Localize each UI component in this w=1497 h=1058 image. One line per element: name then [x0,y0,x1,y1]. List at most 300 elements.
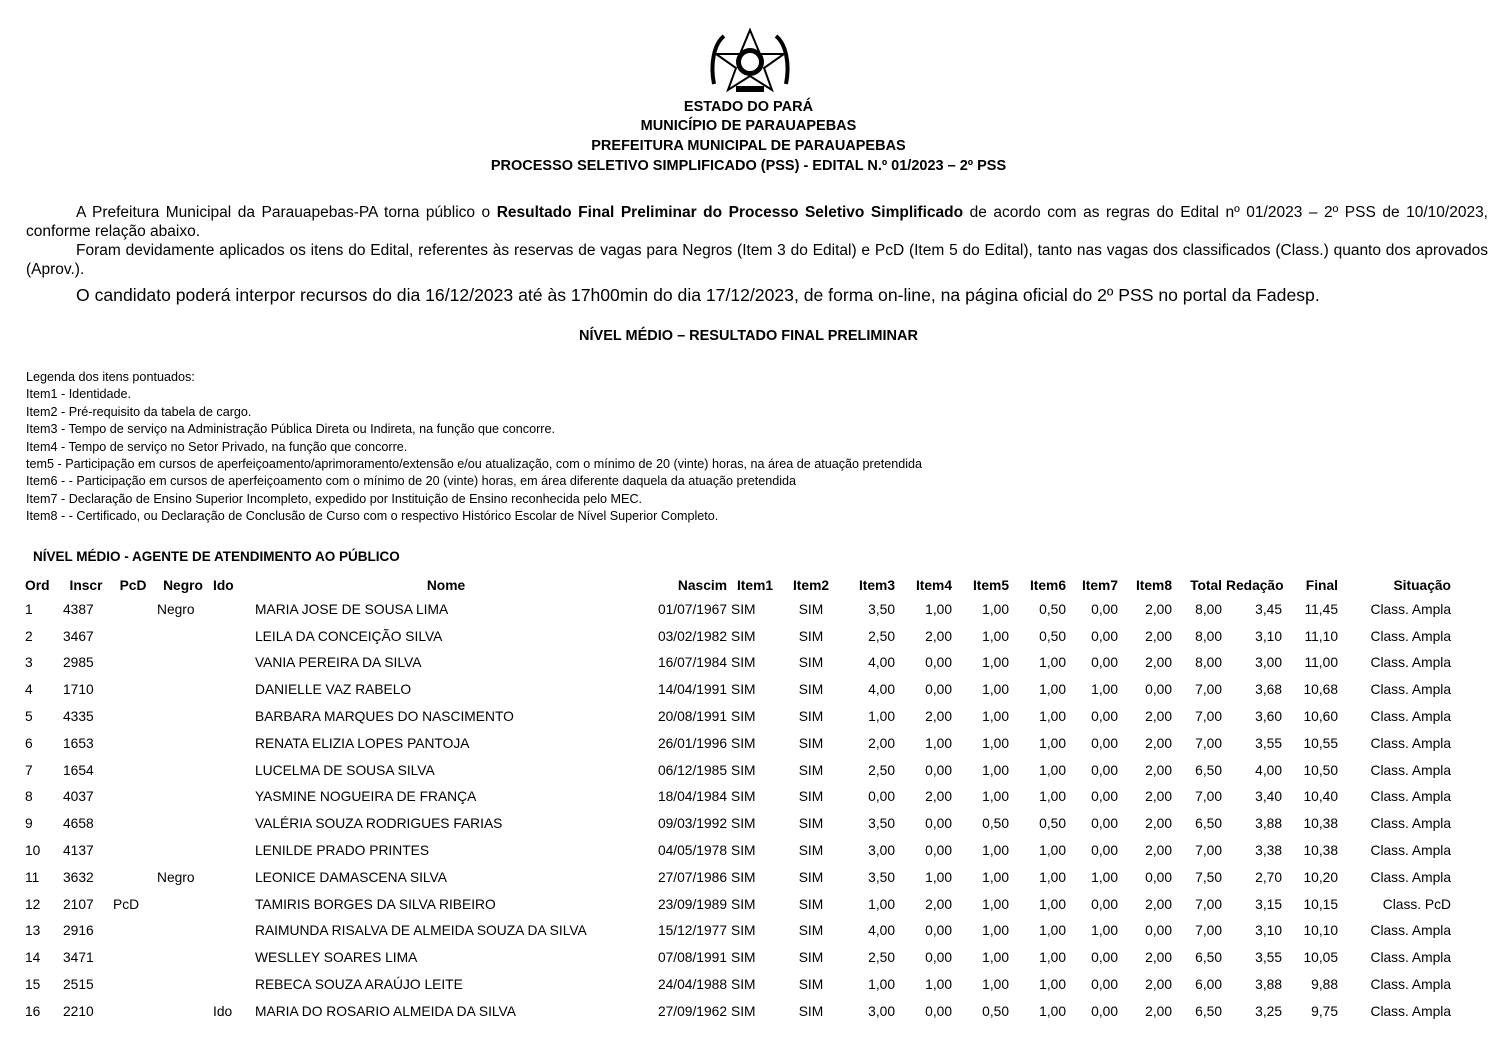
section-title: NÍVEL MÉDIO – RESULTADO FINAL PRELIMINAR [579,328,918,344]
table-cell: 1,00 [1091,869,1118,885]
table-cell: 0,00 [1091,843,1118,859]
column-header-nascim: Nascim [677,577,727,593]
table-cell: 10,50 [1303,762,1338,778]
table-cell: 0,00 [1091,628,1118,644]
table-cell: Class. Ampla [1370,628,1451,644]
table-cell: 24/04/1988 [657,977,727,993]
table-cell: 0,50 [982,1003,1009,1019]
table-cell [111,730,155,757]
table-cell: 26/01/1996 [657,735,727,751]
table-row [23,730,1453,757]
table-cell: 10,38 [1303,816,1338,832]
intro-paragraph-3: O candidato poderá interpor recursos do dia 16/12/2023 até às 17h00min do dia 17/12/2023, de forma on-line, na página oficial do 2º PSS no portal da Fadesp. [76,285,1320,305]
column-header-item2: Item2 [792,577,830,593]
table-cell: 7,50 [1195,869,1222,885]
intro-paragraph-1: A Prefeitura Municipal da Parauapebas-PA torna público o Resultado Final Preliminar do Processo Seletivo Simplificado de acordo com as regras do Edital nº 01/2023 – 2º PSS de 10/10/2023, conforme relação abaixo. [26,204,1488,240]
table-row [23,676,1453,703]
column-header-ido: Ido [213,577,234,593]
table-cell: 11 [25,869,40,885]
table-cell: 2,00 [925,789,952,805]
table-cell: 2,00 [1145,896,1172,912]
table-cell: 1,00 [1039,869,1066,885]
table-cell: Class. Ampla [1370,682,1451,698]
table-cell [211,623,253,650]
table-cell [155,971,211,998]
table-cell [211,891,253,918]
table-cell [111,837,155,864]
column-header-reda-o: Redação [1226,577,1284,593]
column-header-total: Total [1190,577,1222,593]
table-cell: 0,00 [1091,950,1118,966]
table-cell: SIM [731,655,756,671]
table-cell [111,864,155,891]
table-cell: 1,00 [982,762,1009,778]
table-cell [211,918,253,945]
table-cell: 27/07/1986 [657,869,727,885]
table-cell: Class. Ampla [1370,977,1451,993]
table-cell: 10,38 [1303,843,1338,859]
table-cell: RENATA ELIZIA LOPES PANTOJA [255,735,470,751]
table-row [23,810,1453,837]
table-cell: 2 [25,628,33,644]
table-cell: 1,00 [982,843,1009,859]
table-cell: Class. Ampla [1370,869,1451,885]
legend-line: Legenda dos itens pontuados: [26,370,195,384]
table-row [23,864,1453,891]
table-cell: 2985 [63,655,94,671]
table-cell: 6 [25,735,33,751]
table-cell: 1,00 [1039,682,1066,698]
table-cell: LEONICE DAMASCENA SILVA [255,869,447,885]
legend-line: Item3 - Tempo de serviço na Administração Pública Direta ou Indireta, na função que concorre. [26,422,555,437]
table-cell: WESLLEY SOARES LIMA [255,950,418,966]
table-cell: 4387 [63,601,94,617]
table-cell: 1,00 [1039,789,1066,805]
table-cell: Negro [157,601,195,617]
table-cell: 4137 [63,843,94,859]
table-cell: 3,50 [868,601,895,617]
table-cell: Negro [157,869,195,885]
table-cell: DANIELLE VAZ RABELO [255,682,412,698]
column-header-situa-o: Situação [1393,577,1451,593]
table-cell: 11,45 [1304,601,1338,617]
column-header-ord: Ord [25,577,50,593]
table-cell: 1,00 [982,682,1009,698]
table-cell: 0,00 [1091,816,1118,832]
table-cell: YASMINE NOGUEIRA DE FRANÇA [255,789,477,805]
table-title: NÍVEL MÉDIO - AGENTE DE ATENDIMENTO AO PÚBLICO [33,549,400,564]
table-cell: RAIMUNDA RISALVA DE ALMEIDA SOUZA DA SILVA [255,923,587,939]
table-cell [155,676,211,703]
table-cell: 0,00 [1091,601,1118,617]
column-header-item5: Item5 [972,577,1009,593]
table-cell: SIM [798,950,824,966]
table-cell: 8,00 [1195,628,1222,644]
table-cell: 1,00 [982,709,1009,725]
table-cell: Class. PcD [1382,896,1451,912]
table-cell: 1,00 [982,923,1009,939]
table-cell: 0,00 [1091,977,1118,993]
table-cell: LEILA DA CONCEIÇÃO SILVA [255,628,443,644]
table-cell [155,784,211,811]
table-cell [211,757,253,784]
table-cell: 0,00 [925,816,952,832]
table-cell: 1,00 [868,896,895,912]
table-cell: 1,00 [925,977,952,993]
table-cell: 3,55 [1255,735,1282,751]
table-cell [155,650,211,677]
table-cell: 2,00 [925,896,952,912]
table-cell: 15/12/1977 [657,923,727,939]
table-cell [111,703,155,730]
table-cell: MARIA DO ROSARIO ALMEIDA DA SILVA [255,1003,516,1019]
table-cell: 1,00 [1039,843,1066,859]
table-cell: 6,00 [1195,977,1222,993]
table-cell: 1,00 [1039,735,1066,751]
table-row [23,837,1453,864]
table-cell: 1,00 [868,709,895,725]
table-cell: Class. Ampla [1370,735,1451,751]
table-cell: 0,00 [1091,1003,1118,1019]
table-cell: 1,00 [982,977,1009,993]
table-cell [155,810,211,837]
table-cell: MARIA JOSE DE SOUSA LIMA [255,601,449,617]
table-cell: 0,00 [1145,923,1172,939]
table-cell: SIM [798,709,824,725]
results-table [23,574,1453,1025]
table-cell: 0,00 [925,1003,952,1019]
table-cell: 2,00 [1145,762,1172,778]
table-cell: 1,00 [1039,709,1066,725]
table-cell: 04/05/1978 [657,843,727,859]
table-cell: 1,00 [1039,896,1066,912]
table-cell: SIM [731,896,756,912]
table-row [23,971,1453,998]
table-cell: SIM [731,869,756,885]
table-cell: 0,00 [1145,682,1172,698]
table-cell [111,676,155,703]
table-cell: 9,75 [1311,1003,1338,1019]
table-cell: 3,68 [1255,682,1282,698]
table-cell: 14 [25,950,41,966]
table-cell: 3,10 [1255,923,1282,939]
table-cell: 2,00 [1145,789,1172,805]
table-cell: 1,00 [1039,923,1066,939]
table-cell: 16/07/1984 [657,655,727,671]
table-cell: SIM [798,896,824,912]
intro-bold-result: Resultado Final Preliminar do Processo Seletivo Simplificado [496,204,964,221]
table-cell: 0,00 [1091,655,1118,671]
table-cell [211,837,253,864]
table-cell: 1,00 [868,977,895,993]
table-cell: 0,00 [1091,762,1118,778]
table-cell [155,837,211,864]
table-row [23,784,1453,811]
table-cell: Class. Ampla [1370,601,1451,617]
table-cell: SIM [798,1003,824,1019]
table-cell: 3,55 [1255,950,1282,966]
table-cell: 2,00 [1145,628,1172,644]
table-cell [111,810,155,837]
table-cell: 9,88 [1311,977,1338,993]
table-cell: TAMIRIS BORGES DA SILVA RIBEIRO [255,896,496,912]
table-cell: 2,00 [1145,843,1172,859]
table-cell: SIM [798,869,824,885]
table-cell: 23/09/1989 [657,896,727,912]
legend-line: Item7 - Declaração de Ensino Superior Incompleto, expedido por Instituição de Ensino reconhecida pelo MEC. [26,491,643,506]
table-cell: Class. Ampla [1370,1003,1451,1019]
table-cell: 3,45 [1255,601,1282,617]
table-cell: 4,00 [868,655,895,671]
table-cell: 1654 [63,762,94,778]
table-cell: 11,00 [1304,655,1338,671]
table-cell: 7,00 [1195,923,1222,939]
table-cell [155,703,211,730]
table-cell [211,650,253,677]
table-cell: SIM [798,628,824,644]
table-cell: 3,50 [868,869,895,885]
table-cell: 3,10 [1255,628,1282,644]
table-cell: Class. Ampla [1370,762,1451,778]
column-header-negro: Negro [163,577,203,593]
table-cell: 01/07/1967 [657,601,727,617]
table-cell: 1,00 [982,950,1009,966]
table-cell [155,998,211,1025]
table-cell: 2,00 [1145,950,1172,966]
table-cell: 2,00 [1145,655,1172,671]
table-cell: SIM [731,789,756,805]
table-cell [211,971,253,998]
table-cell: 1,00 [982,896,1009,912]
table-cell: 4 [25,682,33,698]
table-cell: REBECA SOUZA ARAÚJO LEITE [255,977,463,993]
table-cell: 2210 [63,1003,94,1019]
column-header-item1: Item1 [736,577,774,593]
legend-line: Item1 - Identidade. [26,387,132,402]
table-cell: 0,00 [925,655,952,671]
table-cell: 2,70 [1255,869,1282,885]
legend-line: Item6 - - Participação em cursos de aperfeiçoamento com o mínimo de 20 (vinte) horas, em área diferente daquela da atuação pretendida [26,474,797,489]
table-cell: 6,50 [1195,950,1222,966]
column-header-inscr: Inscr [69,577,103,593]
table-cell: 1710 [63,682,94,698]
table-cell: 7 [25,762,33,778]
table-cell: 4037 [63,789,94,805]
table-cell: 0,00 [1091,709,1118,725]
table-cell [155,891,211,918]
table-cell: SIM [798,816,824,832]
table-row [23,918,1453,945]
table-cell: SIM [731,843,756,859]
table-cell [211,676,253,703]
table-cell: 6,50 [1195,816,1222,832]
table-row [23,596,1453,623]
legend-line: Item8 - - Certificado, ou Declaração de Conclusão de Curso com o respectivo Histórico Escolar de Nível Superior Completo. [26,509,719,524]
table-cell: 0,00 [925,950,952,966]
table-cell: 4,00 [1255,762,1282,778]
table-cell [155,757,211,784]
table-cell: 1,00 [982,628,1009,644]
table-cell: 20/08/1991 [657,709,727,725]
table-cell: 3,00 [868,1003,895,1019]
column-header-item6: Item6 [1029,577,1066,593]
table-cell: VANIA PEREIRA DA SILVA [255,655,422,671]
table-cell: 0,00 [925,762,952,778]
table-cell: 6,50 [1195,1003,1222,1019]
table-cell: 03/02/1982 [657,628,727,644]
legend-line: Item2 - Pré-requisito da tabela de cargo. [26,404,252,419]
table-row [23,891,1453,918]
table-cell: 2916 [63,923,94,939]
table-cell [111,971,155,998]
column-header-pcd: PcD [119,577,147,593]
table-cell: SIM [798,682,824,698]
table-cell: 3467 [63,628,94,644]
table-cell: 1,00 [982,869,1009,885]
table-cell: SIM [798,762,824,778]
table-cell: SIM [731,682,756,698]
table-cell: 10,40 [1303,789,1338,805]
header-municipality: MUNICÍPIO DE PARAUAPEBAS [640,118,857,134]
table-cell: SIM [798,843,824,859]
table-cell: 10,68 [1303,682,1338,698]
table-cell: 7,00 [1195,789,1222,805]
column-header-final: Final [1305,577,1338,593]
table-row [23,757,1453,784]
table-cell: 1,00 [1039,762,1066,778]
table-cell: 0,00 [1091,735,1118,751]
header-state: ESTADO DO PARÁ [683,99,814,115]
table-cell: 2,00 [1145,709,1172,725]
table-cell: 3,00 [868,843,895,859]
legend-line: tem5 - Participação em cursos de aperfeiçoamento/aprimoramento/extensão e/ou atualização, com o mínimo de 20 (vinte) horas, na área de atuação pretendida [26,457,923,472]
table-cell: 07/08/1991 [657,950,727,966]
table-cell: SIM [798,923,824,939]
table-cell [111,596,155,623]
table-cell [111,623,155,650]
table-cell: SIM [731,735,756,751]
table-cell [211,810,253,837]
table-cell: 2,50 [868,950,895,966]
table-cell: 0,50 [1039,628,1066,644]
table-cell: 1,00 [925,869,952,885]
table-cell: 10,55 [1303,735,1338,751]
coat-of-arms-icon [706,24,794,94]
table-cell: 2,00 [868,735,895,751]
table-cell: SIM [731,628,756,644]
table-cell: 10,15 [1303,896,1338,912]
table-cell: 14/04/1991 [657,682,727,698]
table-cell: 1,00 [925,735,952,751]
table-cell: SIM [731,1003,756,1019]
table-cell: 1,00 [1039,1003,1066,1019]
header-process-title: PROCESSO SELETIVO SIMPLIFICADO (PSS) - EDITAL N.º 01/2023 – 2º PSS [490,158,1007,174]
table-cell: 1,00 [1091,923,1118,939]
table-cell: SIM [798,789,824,805]
table-cell: 8 [25,789,33,805]
intro-paragraph-2: Foram devidamente aplicados os itens do Edital, referentes às reservas de vagas para Negros (Item 3 do Edital) e PcD (Item 5 do Edital), tanto nas vagas dos classificados (Class.) quanto dos aprovados (Aprov.). [26,242,1488,278]
table-cell: 0,00 [925,682,952,698]
table-cell: 2,00 [925,709,952,725]
table-cell: 1 [25,601,33,617]
table-cell: SIM [798,601,824,617]
table-cell: 4335 [63,709,94,725]
table-cell: 1,00 [1039,977,1066,993]
table-cell [111,998,155,1025]
table-cell: 27/09/1962 [657,1003,727,1019]
table-cell: 0,00 [925,923,952,939]
table-cell: SIM [731,950,756,966]
table-cell: 1,00 [982,735,1009,751]
table-cell [155,944,211,971]
table-cell: 2,00 [1145,816,1172,832]
table-cell: 2,00 [1145,1003,1172,1019]
header-prefecture: PREFEITURA MUNICIPAL DE PARAUAPEBAS [591,138,906,154]
table-cell: SIM [798,655,824,671]
table-cell: 1,00 [1091,682,1118,698]
table-cell: 3,00 [1255,655,1282,671]
legend-line: Item4 - Tempo de serviço no Setor Privado, na função que concorre. [26,439,408,454]
table-cell: 7,00 [1195,709,1222,725]
table-cell: Class. Ampla [1370,789,1451,805]
table-cell: 2,00 [925,628,952,644]
table-cell: 2515 [63,977,94,993]
table-cell: 3,25 [1255,1003,1282,1019]
table-cell: SIM [731,816,756,832]
table-cell: SIM [731,601,756,617]
table-cell [111,757,155,784]
table-cell: 4658 [63,816,94,832]
table-cell: 7,00 [1195,682,1222,698]
table-cell: SIM [731,709,756,725]
table-cell: 8,00 [1195,655,1222,671]
table-cell: 4,00 [868,923,895,939]
table-cell: 1,00 [982,789,1009,805]
table-cell: 2,50 [868,762,895,778]
table-cell: SIM [798,977,824,993]
table-cell: 15 [25,977,41,993]
table-cell: Class. Ampla [1370,950,1451,966]
table-cell: Class. Ampla [1370,816,1451,832]
table-cell: 06/12/1985 [657,762,727,778]
table-cell: 0,00 [1145,869,1172,885]
table-cell: 8,00 [1195,601,1222,617]
table-cell [211,864,253,891]
table-cell: LENILDE PRADO PRINTES [255,843,430,859]
table-cell: 7,00 [1195,896,1222,912]
table-cell: 1,00 [925,601,952,617]
table-cell: 0,00 [1091,789,1118,805]
table-cell: BARBARA MARQUES DO NASCIMENTO [255,709,514,725]
table-cell: 11,10 [1304,628,1338,644]
table-cell: 13 [25,923,41,939]
table-cell: 18/04/1984 [657,789,727,805]
column-header-item8: Item8 [1135,577,1172,593]
table-cell [155,918,211,945]
table-cell: 3,88 [1255,816,1282,832]
table-cell: 09/03/1992 [657,816,727,832]
table-header-row [23,574,1453,596]
table-cell: Class. Ampla [1370,923,1451,939]
table-cell: 3,60 [1255,709,1282,725]
table-row [23,944,1453,971]
table-cell: 2,00 [1145,735,1172,751]
table-cell: 0,00 [1091,896,1118,912]
column-header-nome: Nome [426,577,466,593]
table-row [23,703,1453,730]
table-cell: 5 [25,709,33,725]
table-row [23,623,1453,650]
